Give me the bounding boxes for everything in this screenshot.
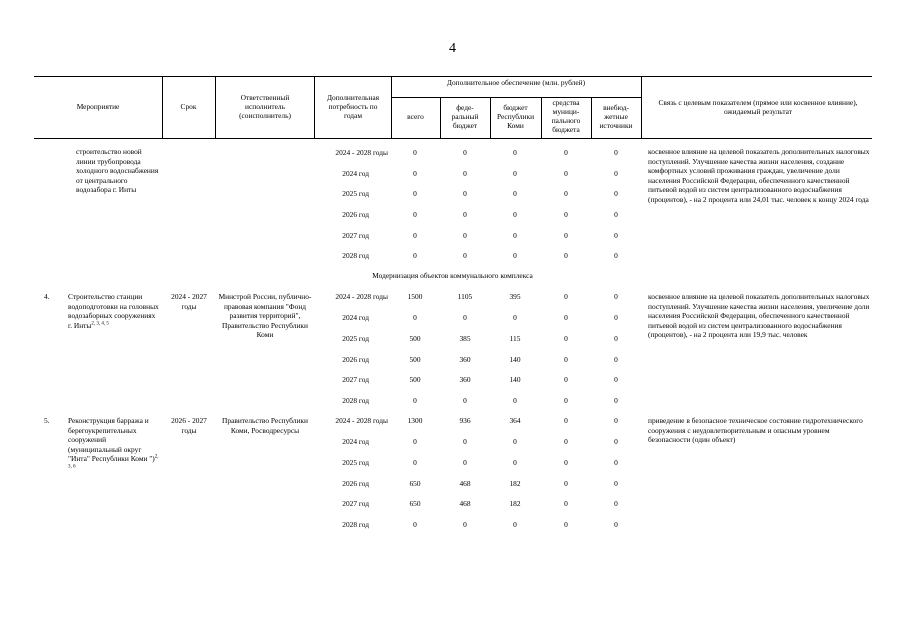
header-bottom-border (34, 138, 872, 139)
year-label: 2028 год (342, 396, 369, 405)
value-extra: 0 (614, 396, 618, 405)
header-total: всего (407, 112, 424, 121)
result-cell: косвенное влияние на целевой показатель дополнительных налоговых поступлений. Улучшение качества жизни населения, создание комфортных условий проживания граждан, увеличение доли населения Российской Федерации, обеспеченного качественной питьевой водой из систем централизованного водоснабжения (процентов), - на 2 процента или 24,01 тыс. человек к концу 2024 года (648, 147, 870, 204)
value-republic: 0 (513, 396, 517, 405)
value-total: 0 (413, 396, 417, 405)
value-republic: 0 (513, 189, 517, 198)
value-republic: 0 (513, 458, 517, 467)
value-republic: 364 (509, 416, 521, 425)
value-federal: 936 (459, 416, 471, 425)
value-republic: 182 (509, 479, 521, 488)
header-municipal: средства муници- пального бюджета (551, 98, 581, 134)
header-top-border (34, 76, 872, 77)
value-municipal: 0 (564, 231, 568, 240)
value-republic: 0 (513, 437, 517, 446)
funding-group-divider (391, 97, 641, 98)
value-extra: 0 (614, 375, 618, 384)
value-total: 0 (413, 231, 417, 240)
value-federal: 0 (463, 210, 467, 219)
header-need: Дополнительная потребность по годам (326, 93, 380, 120)
value-total: 1500 (407, 292, 423, 301)
header-funding-group: Дополнительное обеспечение (млн. рублей) (446, 78, 586, 87)
col-divider (541, 97, 542, 138)
year-label: 2024 год (342, 437, 369, 446)
value-federal: 0 (463, 148, 467, 157)
value-municipal: 0 (564, 499, 568, 508)
value-total: 0 (413, 210, 417, 219)
year-label: 2025 год (342, 189, 369, 198)
value-extra: 0 (614, 169, 618, 178)
section-title: Модернизация объектов коммунального комплекса (372, 271, 533, 280)
value-republic: 0 (513, 148, 517, 157)
value-extra: 0 (614, 210, 618, 219)
year-label: 2028 год (342, 520, 369, 529)
event-text: Строительство станции водоподготовки на головных водозаборных сооружениях г. Инты (68, 292, 159, 330)
value-federal: 0 (463, 437, 467, 446)
year-label: 2028 год (342, 251, 369, 260)
value-federal: 385 (459, 334, 471, 343)
value-total: 650 (409, 499, 421, 508)
value-extra: 0 (614, 148, 618, 157)
col-divider (641, 76, 642, 138)
value-total: 1300 (407, 416, 423, 425)
value-federal: 0 (463, 251, 467, 260)
value-municipal: 0 (564, 479, 568, 488)
value-municipal: 0 (564, 148, 568, 157)
value-municipal: 0 (564, 210, 568, 219)
value-federal: 0 (463, 169, 467, 178)
value-total: 650 (409, 479, 421, 488)
col-divider (391, 76, 392, 138)
header-event: Мероприятие (76, 102, 120, 111)
value-extra: 0 (614, 499, 618, 508)
value-municipal: 0 (564, 251, 568, 260)
value-municipal: 0 (564, 416, 568, 425)
value-municipal: 0 (564, 520, 568, 529)
header-term: Срок (180, 102, 197, 111)
value-municipal: 0 (564, 458, 568, 467)
value-total: 0 (413, 189, 417, 198)
value-federal: 0 (463, 396, 467, 405)
value-total: 0 (413, 148, 417, 157)
value-total: 500 (409, 375, 421, 384)
value-extra: 0 (614, 334, 618, 343)
value-extra: 0 (614, 520, 618, 529)
col-divider (440, 97, 441, 138)
value-total: 0 (413, 458, 417, 467)
header-extra: внебюд- жетные источники (599, 103, 633, 130)
year-label: 2025 год (342, 334, 369, 343)
value-extra: 0 (614, 251, 618, 260)
value-federal: 0 (463, 313, 467, 322)
value-federal: 0 (463, 189, 467, 198)
result-cell: косвенное влияние на целевой показатель дополнительных налоговых поступлений. Улучшение качества жизни населения, увеличение доли населения Российской Федерации, обеспеченного качественной питьевой водой из систем централизованного водоснабжения (процентов), - на 2 процента или 19,9 тыс. человек (648, 292, 870, 340)
year-label: 2026 год (342, 355, 369, 364)
header-executor: Ответственный исполнитель (соисполнитель) (239, 93, 291, 120)
executor-cell: Минстрой России, публично-правовая компания "Фонд развития территорий", Правительство Республики Коми (218, 292, 312, 340)
year-label: 2026 год (342, 479, 369, 488)
value-municipal: 0 (564, 437, 568, 446)
value-republic: 0 (513, 210, 517, 219)
value-extra: 0 (614, 355, 618, 364)
value-federal: 360 (459, 375, 471, 384)
value-federal: 1105 (457, 292, 473, 301)
value-extra: 0 (614, 231, 618, 240)
value-municipal: 0 (564, 396, 568, 405)
event-text: Реконструкция барража и берегоукрепительных сооружений (муниципальный округ "Инта" Республики Коми ") (68, 416, 155, 464)
value-extra: 0 (614, 292, 618, 301)
value-extra: 0 (614, 313, 618, 322)
value-federal: 468 (459, 499, 471, 508)
value-federal: 0 (463, 231, 467, 240)
year-label: 2025 год (342, 458, 369, 467)
event-cell: строительство новой линии трубопровода холодного водоснабжения от центрального водозабора г. Инты (76, 147, 159, 195)
value-federal: 468 (459, 479, 471, 488)
result-cell: приведение в безопасное техническое состояние гидротехнического сооружения с неудовлетворительным и опасным уровнем безопасности (один объект) (648, 416, 863, 445)
value-republic: 0 (513, 251, 517, 260)
value-municipal: 0 (564, 375, 568, 384)
row-number: 5. (44, 416, 50, 425)
year-label: 2024 - 2028 годы (335, 416, 388, 425)
year-label: 2027 год (342, 231, 369, 240)
row-number: 4. (44, 292, 50, 301)
value-federal: 0 (463, 458, 467, 467)
year-label: 2024 год (342, 169, 369, 178)
year-label: 2026 год (342, 210, 369, 219)
value-federal: 360 (459, 355, 471, 364)
event-cell (68, 292, 160, 330)
value-municipal: 0 (564, 313, 568, 322)
value-municipal: 0 (564, 334, 568, 343)
value-total: 500 (409, 355, 421, 364)
year-label: 2024 - 2028 годы (335, 148, 388, 157)
value-municipal: 0 (564, 355, 568, 364)
value-total: 0 (413, 437, 417, 446)
value-municipal: 0 (564, 292, 568, 301)
value-municipal: 0 (564, 189, 568, 198)
value-republic: 0 (513, 313, 517, 322)
page-number: 4 (449, 41, 456, 56)
header-republic: бюджет Республики Коми (496, 103, 535, 130)
term-cell: 2024 - 2027 годы (171, 292, 207, 311)
value-republic: 182 (509, 499, 521, 508)
col-divider (215, 76, 216, 138)
footnote-refs: 2, 3, 6 (68, 454, 159, 470)
value-extra: 0 (614, 416, 618, 425)
year-label: 2027 год (342, 499, 369, 508)
value-federal: 0 (463, 520, 467, 529)
value-municipal: 0 (564, 169, 568, 178)
value-republic: 0 (513, 169, 517, 178)
header-link: Связь с целевым показателем (прямое или косвенное влияние), ожидаемый результат (658, 98, 858, 116)
value-total: 0 (413, 520, 417, 529)
col-divider (591, 97, 592, 138)
value-republic: 395 (509, 292, 521, 301)
year-label: 2024 - 2028 годы (335, 292, 388, 301)
year-label: 2024 год (342, 313, 369, 322)
value-total: 0 (413, 251, 417, 260)
value-extra: 0 (614, 479, 618, 488)
value-extra: 0 (614, 189, 618, 198)
value-total: 0 (413, 169, 417, 178)
header-federal: феде- ральный бюджет (451, 103, 479, 130)
footnote-refs: 2, 3, 4, 5 (91, 321, 109, 327)
value-republic: 140 (509, 375, 521, 384)
value-extra: 0 (614, 458, 618, 467)
executor-cell: Правительство Республики Коми, Росводресурсы (222, 416, 308, 435)
value-republic: 115 (509, 334, 521, 343)
value-republic: 0 (513, 520, 517, 529)
value-total: 0 (413, 313, 417, 322)
col-divider (314, 76, 315, 138)
term-cell: 2026 - 2027 годы (171, 416, 207, 435)
value-extra: 0 (614, 437, 618, 446)
event-cell (68, 416, 160, 474)
year-label: 2027 год (342, 375, 369, 384)
value-total: 500 (409, 334, 421, 343)
value-republic: 0 (513, 231, 517, 240)
value-republic: 140 (509, 355, 521, 364)
col-divider (490, 97, 491, 138)
